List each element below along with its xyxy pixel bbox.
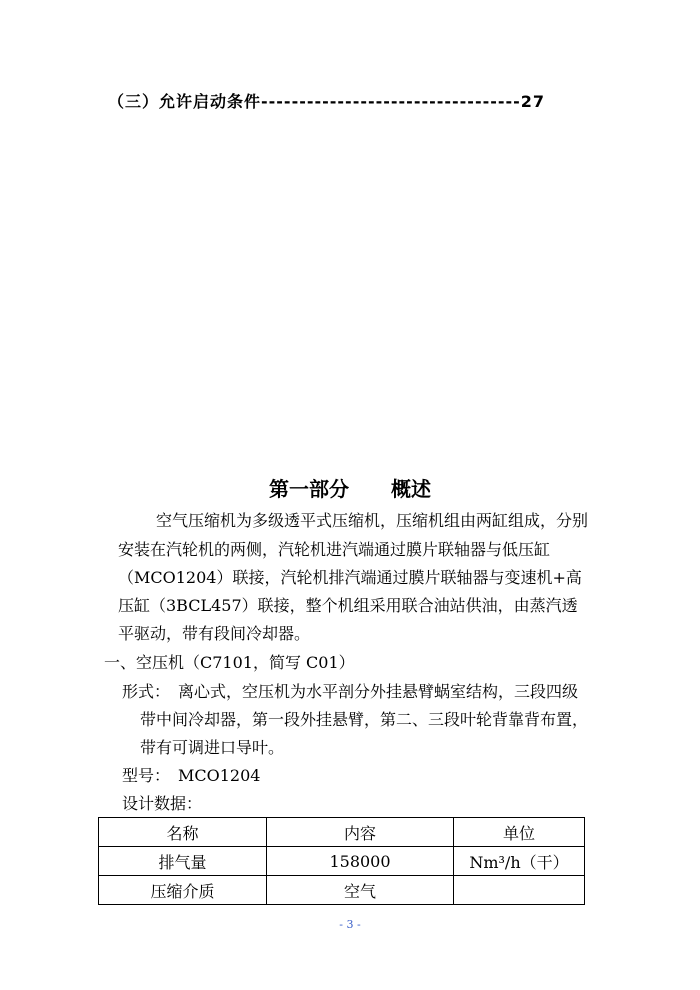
section-title: 一、空压机（C7101，简写 C01） — [104, 653, 355, 672]
table-cell — [454, 876, 585, 905]
table-header-cell: 单位 — [454, 818, 585, 847]
form-line: 形式： 离心式，空压机为水平剖分外挂悬臂蜗室结构，三段四级 — [122, 682, 579, 701]
part-number: 第一部分 — [269, 477, 349, 501]
table-cell: 压缩介质 — [99, 876, 267, 905]
intro-line: 空气压缩机为多级透平式压缩机，压缩机组由两缸组成，分别 — [156, 511, 589, 530]
part-title: 概述 — [391, 477, 431, 501]
table-cell: 排气量 — [99, 847, 267, 876]
table-cell: Nm³/h（干） — [454, 847, 585, 876]
page-number: - 3 - — [339, 918, 361, 931]
table-row — [99, 876, 585, 905]
toc-entry: （三）允许启动条件----------------------------------27 — [108, 92, 546, 111]
part-heading — [0, 476, 700, 502]
table-row — [99, 847, 585, 876]
design-data-table — [98, 817, 585, 905]
model-line: 型号： MCO1204 — [122, 766, 261, 785]
intro-line: 压缸（3BCL457）联接，整个机组采用联合油站供油，由蒸汽透 — [118, 596, 578, 615]
form-line: 带有可调进口导叶。 — [140, 738, 285, 757]
intro-line: （MCO1204）联接，汽轮机排汽端通过膜片联轴器与变速机+高 — [118, 568, 582, 587]
form-line: 带中间冷却器，第一段外挂悬臂，第二、三段叶轮背靠背布置， — [140, 710, 589, 729]
design-data-label: 设计数据： — [122, 794, 203, 813]
intro-line: 平驱动，带有段间冷却器。 — [118, 624, 311, 643]
table-header-row — [99, 818, 585, 847]
table-header-cell: 名称 — [99, 818, 267, 847]
table-cell: 空气 — [267, 876, 454, 905]
table-cell: 158000 — [267, 847, 454, 876]
table-header-cell: 内容 — [267, 818, 454, 847]
intro-line: 安装在汽轮机的两侧，汽轮机进汽端通过膜片联轴器与低压缸 — [118, 540, 551, 559]
